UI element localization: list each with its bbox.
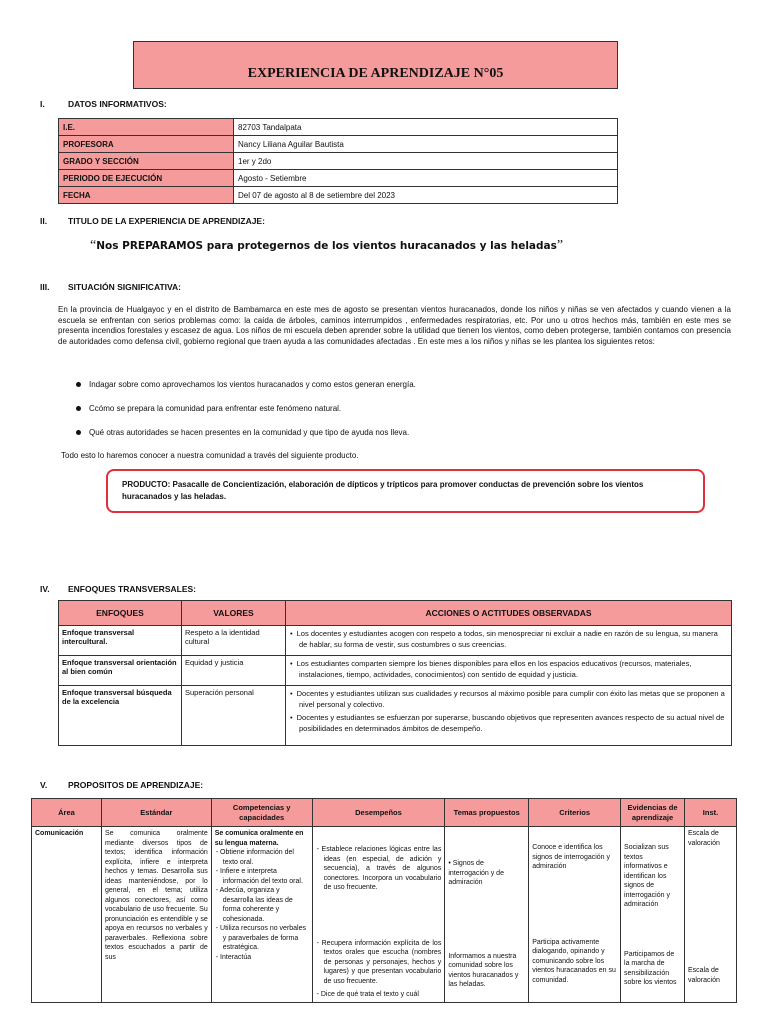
document-title: EXPERIENCIA DE APRENDIZAJE N°05	[247, 66, 504, 81]
producto-text: PRODUCTO: Pasacalle de Concientización, elaboración de dípticos y trípticos para promover conductas de prevención sobre los vientos huracanados y las heladas.	[122, 480, 644, 501]
experience-title: “Nos PREPARAMOS para protegernos de los vientos huracanados y las heladas”	[90, 238, 564, 253]
propositos-table: Área Estándar Competencias y capacidades Desempeños Temas propuestos Criterios Evidencias de aprendizaje Inst. Comunicación Se comunica oralmente mediante diversos tipos de textos; identifica información explícita, infiere e interpreta hechos y temas. Desarrolla sus ideas manteniéndose, por lo general, en el tema; utiliza algunos conectores, así como vocabulario de uso frecuente. Su pronunciación es entendible y se apoya en recursos no verbales y paraverbales. Reflexiona sobre textos escuchados a partir de sus Se comunica oralmente en su lengua materna. - Obtiene información del texto oral. - Infiere e interpreta información del texto oral. - Adecúa, organiza y desarrolla las ideas de forma coherente y cohesionada. - Utiliza recursos no verbales y paraverbales de forma estratégica. - Interactúa - Establece relaciones lógicas entre las ideas (en especial, de adición y secuencia), a través de algunos conectores. Incorpora un vocabulario de uso frecuente. - Recupera información explícita de los textos orales que escucha (nombres de personas y personajes, hechos y lugares) y que presentan vocabulario de uso frecuente. - Dice de qué trata el texto y cuál • Signos de interrogación y de admiración Informamos a nuestra comunidad sobre los vientos huracanados y las heladas. Conoce e identifica los signos de interrogación y admiración Participa activamente dialogando, opinando y comunicando sobre los vientos huracanados en su comunidad. Socializan sus textos informativos e identifican los signos de interrogación y admiración Participamos de la marcha de sensibilización sobre los vientos Escala de valoración Escala de valoración	[31, 798, 737, 1003]
info-table: I.E. 82703 Tandalpata PROFESORA Nancy Liliana Aguilar Bautista GRADO Y SECCIÓN 1er y 2do PERIODO DE EJECUCIÓN Agosto - Setiembre FECHA Del 07 de agosto al 8 de setiembre del 2023	[58, 118, 618, 204]
table-row: Comunicación Se comunica oralmente mediante diversos tipos de textos; identifica información explícita, infiere e interpreta hechos y temas. Desarrolla sus ideas manteniéndose, por lo general, en el tema; utiliza algunos conectores, así como vocabulario de uso frecuente. Su pronunciación es entendible y se apoya en recursos no verbales y paraverbales. Reflexiona sobre textos escuchados a partir de sus Se comunica oralmente en su lengua materna. - Obtiene información del texto oral. - Infiere e interpreta información del texto oral. - Adecúa, organiza y desarrolla las ideas de forma coherente y cohesionada. - Utiliza recursos no verbales y paraverbales de forma estratégica. - Interactúa - Establece relaciones lógicas entre las ideas (en especial, de adición y secuencia), a través de algunos conectores. Incorpora un vocabulario de uso frecuente. - Recupera información explícita de los textos orales que escucha (nombres de personas y personajes, hechos y lugares) y que presentan vocabulario de uso frecuente. - Dice de qué trata el texto y cuál • Signos de interrogación y de admiración Informamos a nuestra comunidad sobre los vientos huracanados y las heladas. Conoce e identifica los signos de interrogación y admiración Participa activamente dialogando, opinando y comunicando sobre los vientos huracanados en su comunidad. Socializan sus textos informativos e identifican los signos de interrogación y admiración Participamos de la marcha de sensibilización sobre los vientos Escala de valoración Escala de valoración	[32, 827, 737, 1003]
table-row: Enfoque transversal orientación al bien común Equidad y justicia • Los estudiantes comparten siempre los bienes disponibles para ellos en los espacios educativos (recursos, materiales, instalaciones, tiempo, actividades, conocimientos) con sentido de equidad y justicia.	[59, 656, 732, 686]
cierre-text: Todo esto lo haremos conocer a nuestra comunidad a través del siguiente producto.	[61, 451, 359, 460]
reto-item: Qué otras autoridades se hacen presentes en la comunidad y que tipo de ayuda nos lleva.	[76, 428, 409, 437]
title-box	[133, 41, 618, 89]
table-row: Enfoque transversal intercultural. Respeto a la identidad cultural • Los docentes y estudiantes acogen con respeto a todos, sin menospreciar ni excluir a nadie en razón de su lengua, su manera de hablar, su forma de vestir, sus costumbres o sus creencias.	[59, 626, 732, 656]
table-row: Enfoque transversal búsqueda de la excelencia Superación personal • Docentes y estudiantes utilizan sus cualidades y recursos al máximo posible para cumplir con éxito las metas que se proponen a nivel personal y colectivo. • Docentes y estudiantes se esfuerzan por superarse, buscando objetivos que representen avances respecto de su actual nivel de posibilidades en determinados ámbitos de desempeño.	[59, 686, 732, 746]
reto-item: Indagar sobre como aprovechamos los vientos huracanados y como estos generan energía.	[76, 380, 416, 389]
reto-item: Ccómo se prepara la comunidad para enfrentar este fenómeno natural.	[76, 404, 341, 413]
section-1-heading: I. DATOS INFORMATIVOS:	[40, 99, 167, 109]
enfoques-table: ENFOQUES VALORES ACCIONES O ACTITUDES OBSERVADAS Enfoque transversal intercultural. Respeto a la identidad cultural • Los docentes y estudiantes acogen con respeto a todos, sin menospreciar ni excluir a nadie en razón de su lengua, su manera de hablar, su forma de vestir, sus costumbres o sus creencias. Enfoque transversal orientación al bien común Equidad y justicia • Los estudiantes comparten siempre los bienes disponibles para ellos en los espacios educativos (recursos, materiales, instalaciones, tiempo, actividades, conocimientos) con sentido de equidad y justicia. Enfoque transversal búsqueda de la excelencia Superación personal • Docentes y estudiantes utilizan sus cualidades y recursos al máximo posible para cumplir con éxito las metas que se proponen a nivel personal y colectivo. • Docentes y estudiantes se esfuerzan por superarse, buscando objetivos que representen avances respecto de su actual nivel de posibilidades en determinados ámbitos de desempeño.	[58, 600, 732, 746]
situacion-paragraph: En la provincia de Hualgayoc y en el distrito de Bambamarca en este mes de agosto se presentan vientos huracanados, donde los niños y niñas se ven afectados y cuando vienen a la escuela se enfrentan con serios problemas como: la caída de árboles, caminos interrumpidos , enfermedades respiratorias, etc. Por uno u otros hechos más, también en este mes se presenta incendios forestales y escasez de agua. Los niños de mi escuela deben aprender sobre la utilidad que tienen los vientos, como deben protegerse, también contamos con presencia de autoridades como defensa civil, gobierno regional que traen ayuda a las comunidades afectadas . En este mes a los niños y niñas se les plantea los siguientes retos:	[58, 305, 731, 346]
section-5-heading: V. PROPOSITOS DE APRENDIZAJE:	[40, 780, 204, 790]
producto-box	[106, 469, 705, 513]
section-2-heading: II. TITULO DE LA EXPERIENCIA DE APRENDIZAJE:	[40, 216, 265, 226]
section-3-heading: III. SITUACIÓN SIGNIFICATIVA:	[40, 282, 182, 292]
section-4-heading: IV. ENFOQUES TRANSVERSALES:	[40, 584, 196, 594]
